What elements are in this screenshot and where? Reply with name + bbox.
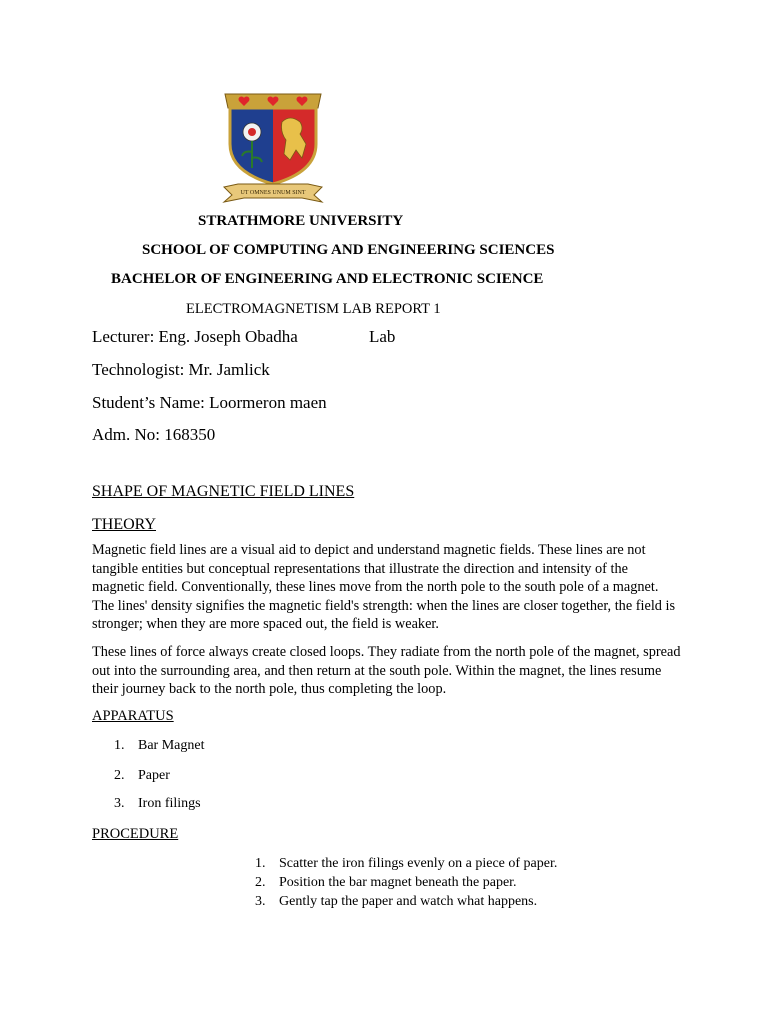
apparatus-item xyxy=(114,738,204,754)
list-text: Bar Magnet xyxy=(138,738,205,753)
list-number: 2. xyxy=(114,768,125,783)
theory-paragraph-2: These lines of force always create closed loops. They radiate from the north pole of the magnet, spread out into the surrounding area, and then return at the south pole. Within the magnet, the lines resume their journey back to the north pole, thus completing the loop. xyxy=(92,644,681,697)
procedure-step xyxy=(255,856,557,872)
list-number: 3. xyxy=(255,894,266,909)
theory-paragraph-1: Magnetic field lines are a visual aid to depict and understand magnetic fields. These lines are not tangible entities but conceptual representations that illustrate the direction and intensity of the magnetic field. Conventionally, these lines move from the north pole to the south pole of a magnet. The lines' density signifies the magnetic field's strength: when the lines are closer together, the field is stronger; when they are more spaced out, the field is weaker. xyxy=(92,542,676,632)
school-name: SCHOOL OF COMPUTING AND ENGINEERING SCIENCES xyxy=(142,242,555,258)
main-section-title: SHAPE OF MAGNETIC FIELD LINES xyxy=(92,483,355,500)
list-text: Scatter the iron filings evenly on a piece of paper. xyxy=(279,856,558,871)
list-number: 3. xyxy=(114,796,125,811)
apparatus-heading: APPARATUS xyxy=(92,708,174,724)
list-text: Position the bar magnet beneath the paper. xyxy=(279,875,517,890)
procedure-heading: PROCEDURE xyxy=(92,826,179,842)
university-crest-logo xyxy=(222,92,324,204)
lecturer-line: Lecturer: Eng. Joseph Obadha xyxy=(92,327,298,346)
procedure-step xyxy=(255,894,537,910)
apparatus-item xyxy=(114,796,201,812)
admission-number-line: Adm. No: 168350 xyxy=(92,425,216,444)
procedure-step xyxy=(255,875,517,891)
list-text: Paper xyxy=(138,768,170,783)
technologist-line: Technologist: Mr. Jamlick xyxy=(92,360,270,379)
theory-heading: THEORY xyxy=(92,516,156,533)
list-number: 2. xyxy=(255,875,266,890)
list-number: 1. xyxy=(114,738,125,753)
crest-motto: UT OMNES UNUM SINT xyxy=(240,190,306,196)
program-name: BACHELOR OF ENGINEERING AND ELECTRONIC SCIENCE xyxy=(111,271,544,287)
list-text: Gently tap the paper and watch what happens. xyxy=(279,894,538,909)
report-title: ELECTROMAGNETISM LAB REPORT 1 xyxy=(186,301,441,317)
university-name: STRATHMORE UNIVERSITY xyxy=(198,213,404,229)
apparatus-item xyxy=(114,768,170,784)
student-name-line: Student’s Name: Loormeron maen xyxy=(92,393,327,412)
list-number: 1. xyxy=(255,856,266,871)
lab-word: Lab xyxy=(369,327,396,346)
list-text: Iron filings xyxy=(138,796,201,811)
